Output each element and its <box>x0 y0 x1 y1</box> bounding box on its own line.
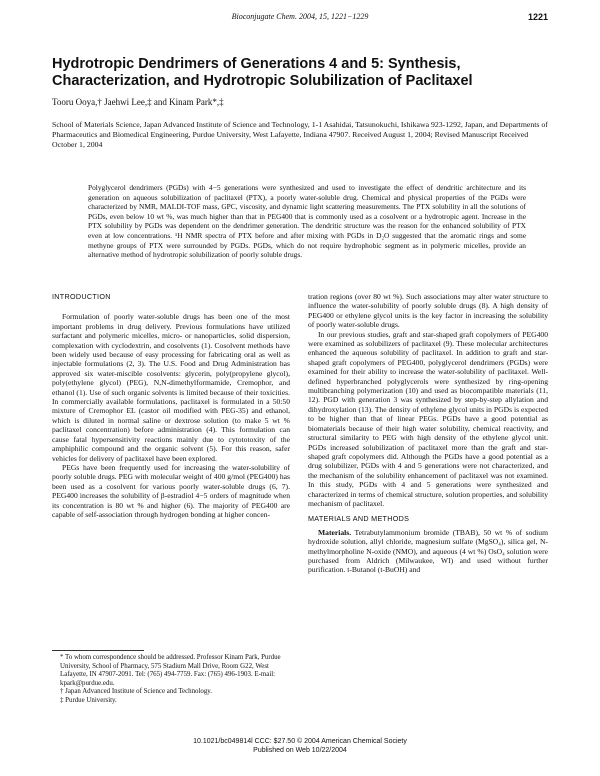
footnotes <box>52 654 290 706</box>
section-heading-introduction: INTRODUCTION <box>52 292 111 301</box>
published-date-line: Published on Web 10/22/2004 <box>253 747 347 754</box>
materials-text: Tetrabutylammonium bromide (TBAB), 50 wt % of sodium hydroxide solution, allyl chloride, magnesium sulfate (MgSO₄), silica gel, N-methylmorpholine N-oxide (NMO), and aqueous (4 wt %) OsO₄ solution were purchased from Aldrich (Milwaukee, WI) and used without further purification. t-Butanol (t-BuOH) and <box>308 527 548 575</box>
page-footer <box>0 737 600 755</box>
footnote-corresponding-author: * To whom correspondence should be addressed. Professor Kinam Park, Purdue University, School of Pharmacy, 575 Stadium Mall Drive, Room G22, West Lafayette, IN 47907-2091. Tel: (765) 494-7759. Fax: (765) 496-1903. E-mail: kpark@purdue.edu. <box>60 654 281 687</box>
abstract: Polyglycerol dendrimers (PGDs) with 4−5 generations were synthesized and used to investigate the effect of dendritic architecture and its generation on aqueous solubilization of paclitaxel (PTX), a poorly water-soluble drug. Chemical and physical properties of the PGDs were characterized by NMR, MALDI-TOF mass, GPC, viscosity, and dynamic light scattering measurements. The PTX solubility in all the solutions of PGDs, even below 10 wt %, was much higher than that in PEG400 that is commonly used as a cosolvent or a hydrotropic agent. Increase in the PTX solubility by PGDs was dependent on the dendrimer generation. The dendritic structure was the reason for the enhanced solubility of PTX even at low concentrations. ¹H NMR spectra of PTX before and after mixing with PGDs in D₂O suggested that the aromatic rings and some methyne groups of PTX were surrounded by PGDs. PGDs, which do not require hydrophobic segment as in polymeric micelles, provide an alternative method of hydrotropic solubilization of poorly soluble drugs. <box>88 183 526 260</box>
materials-paragraph <box>308 528 548 575</box>
section-heading-materials-methods: MATERIALS AND METHODS <box>308 514 410 524</box>
left-column <box>52 292 290 519</box>
title-line-1: Hydrotropic Dendrimers of Generations 4 and 5: Synthesis, <box>52 56 461 72</box>
page-number: 1221 <box>527 12 548 22</box>
right-column <box>308 292 548 575</box>
intro-paragraph-3: In our previous studies, graft and star-shaped graft copolymers of PEG400 were examined as solubilizers of paclitaxel (9). These molecular architectures enhanced the aqueous solubility of paclitaxel. In addition to graft and star-shaped graft copolymers of PEG400, polyglycerol dendrimers (PGDs) were examined for their ability to increase the water-solubility of paclitaxel. Well-defined hyperbranched polyglycerols were synthesized by ring-opening multibranching polymerization (10) and used as biocompatible materials (11, 12). PGD with generation 3 was synthesized by step-by-step allylation and dihydroxylation (13). The density of ethylene glycol units in PGDs is expected to be higher than that of linear PEGs. PGDs have a good potential as biomaterials because of their high water solubility, chemical reactivity, and structural similarity to PEG with high density of the ethylene glycol unit. PGDs increased solubilization of paclitaxel more than the graft and star-shaped graft copolymers did. Although the PGDs have a good potential as a drug solubilizer, PGDs with 4 and 5 generations were not characterized, and the mechanism of the solubility enhancement of paclitaxel was not examined. In this study, PGDs with 4 and 5 generations were synthesized and characterized in terms of chemical structure, solution properties, and solubility mechanism of paclitaxel. <box>308 329 548 508</box>
affiliation-block: School of Materials Science, Japan Advanced Institute of Science and Technology, 1-1 Asahidai, Tatsunokuchi, Ishikawa 923-1292, Japan, and Departments of Pharmaceutics and Biomedical Engineering, Purdue University, West Lafayette, Indiana 47907. Received August 1, 2004; Revised Manuscript Received October 1, 2004 <box>52 120 548 149</box>
footnote-dagger: † Japan Advanced Institute of Science and Technology. <box>60 688 213 696</box>
title-line-2: Characterization, and Hydrotropic Solubilization of Paclitaxel <box>52 73 473 89</box>
intro-paragraph-2: PEGs have been frequently used for increasing the water-solubility of poorly soluble drugs. PEG with molecular weight of 400 g/mol (PEG400) has been used as a cosolvent for various poorly water-soluble drugs (6, 7). PEG400 increases the solubility of β-estradiol 4−5 orders of magnitude when its concentration is 80 wt % and higher (6). The majority of PEG400 are capable of self-association through hydrogen bonding at higher concen- <box>52 462 290 519</box>
materials-label: Materials. <box>318 527 352 537</box>
intro-paragraph-1: Formulation of poorly water-soluble drugs has been one of the most important problems in drug delivery. Previous formulations have utilized surfactant and polymeric micelles, micro- or nanoparticles, solid dispersion, complexation with cyclodextrin, and cosolvents (1). Cosolvent methods have been widely used because of easy processing for fabricating oral as well as injectable formulations (2, 3). The U.S. Food and Drug Administration has approved six water-miscible cosolvents: glycerin, poly(propylene glycol), poly(ethylene glycol) (PEG), N,N-dimethylformamide, Cremophor, and ethanol (1). Use of such organic solvents is limited because of their toxicities. In commercially available formulations, paclitaxel is formulated in a 50:50 mixture of Cremophor EL (castor oil modified with PEG-35) and ethanol, which is diluted in normal saline or dextrose solution (to make 5 wt % paclitaxel concentration) before administration (4). This formulation can cause fatal hypersensitivity reactions mainly due to cytototoxity of the amphiphilic compound and the organic solvent (5). For this reason, safer vehicles for delivery of paclitaxel have been explored. <box>52 312 290 463</box>
paper-title <box>52 56 552 90</box>
journal-reference: Bioconjugate Chem. 2004, 15, 1221−1229 <box>231 12 369 21</box>
intro-paragraph-continued: tration regions (over 80 wt %). Such associations may alter water structure to influence the water-solubility of poorly soluble drugs (8). A high density of PEG400 or ethylene glycol units is the key factor in increasing the solubility of poorly water-soluble drugs. <box>308 292 548 330</box>
footnote-double-dagger: ‡ Purdue University. <box>60 696 117 704</box>
author-list: Tooru Ooya,† Jaehwi Lee,‡ and Kinam Park*,‡ <box>52 97 224 107</box>
doi-copyright-line: 10.1021/bc049814l CCC: $27.50 © 2004 American Chemical Society <box>193 738 407 745</box>
footnote-divider <box>52 650 144 651</box>
